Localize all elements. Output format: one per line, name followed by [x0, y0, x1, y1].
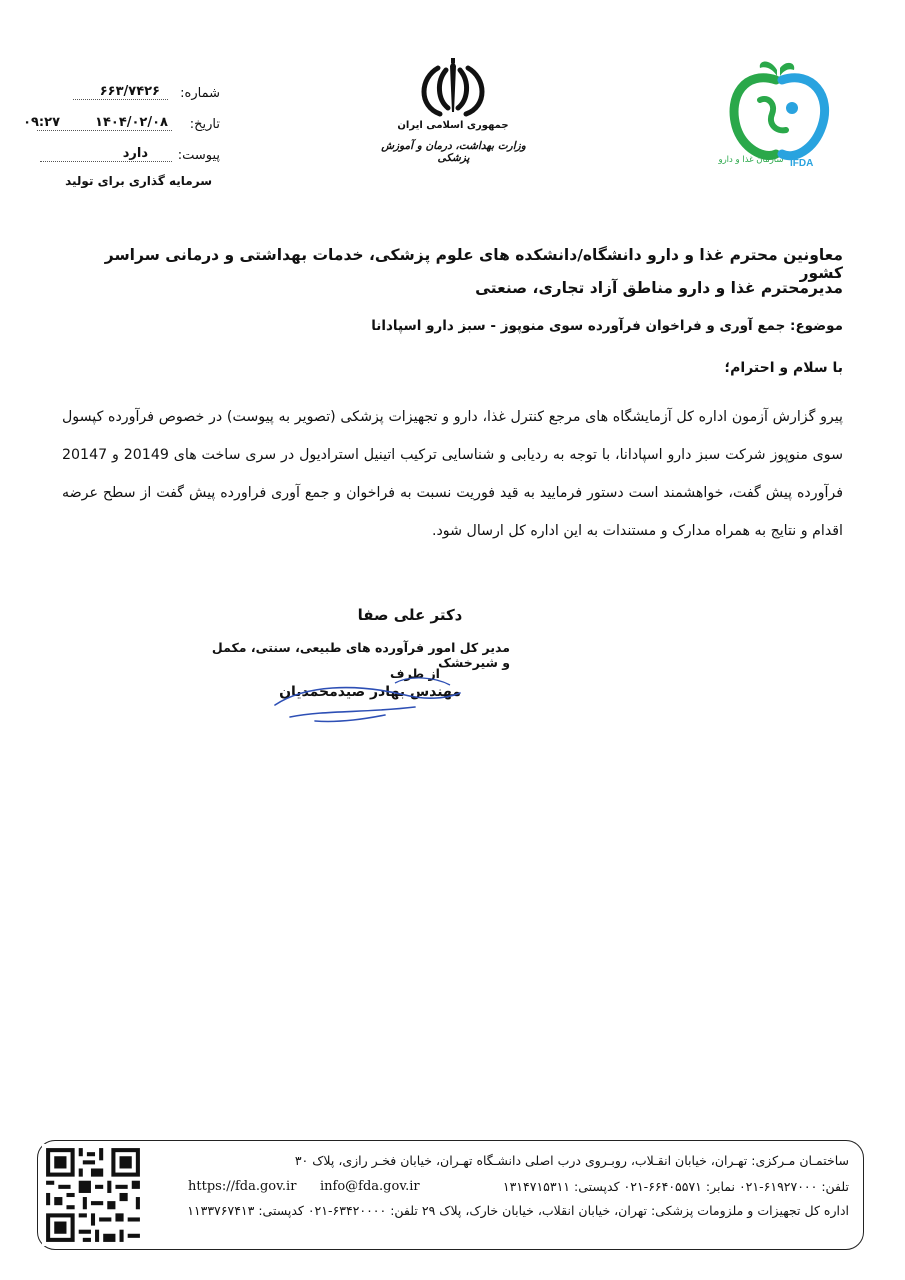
number-label: شماره: — [180, 86, 220, 101]
recipient-line-2: مدیرمحترم غذا و دارو مناطق آزاد تجاری، صنعتی — [475, 279, 843, 297]
date-row — [20, 115, 220, 139]
qr-code-icon — [42, 1144, 144, 1246]
body-paragraph: پیرو گزارش آزمون اداره کل آزمایشگاه های مرجع کنترل غذا، دارو و تجهیزات پزشکی (تصویر به پیوست) در خصوص فرآورده کپسول سوی منوپوز شرکت سبز دارو اسپادانا، با توجه به ردیابی و شناسایی ترکیب اتینیل استرادیول در سری ساخت های 20149 و 20147 فرآورده پیش گفت، خواهشمند است دستور فرمایید به قید فوریت نسبت به فراخوان و جمع آوری فراورده پیش گفت از سطح عرضه اقدام و نتایج به همراه مدارک و مستندات به این اداره کل ارسال شود. — [62, 409, 843, 539]
greeting: با سلام و احترام؛ — [724, 360, 843, 376]
attachment-value: دارد — [122, 146, 148, 161]
attachment-dots — [40, 161, 172, 162]
number-dots — [73, 99, 168, 100]
letter-date: ۱۴۰۴/۰۲/۰۸ — [95, 115, 168, 130]
letter-number: ۶۶۳/۷۴۲۶ — [99, 84, 160, 99]
on-behalf-label: از طرف — [390, 666, 440, 681]
date-label: تاریخ: — [189, 117, 220, 132]
ministry-name: وزارت بهداشت، درمان و آموزش پزشکی — [381, 140, 526, 164]
signatory-title: مدیر کل امور فرآورده های طبیعی، سنتی، مکمل و شیرخشک — [211, 640, 510, 670]
footer-website[interactable]: https://fda.gov.ir — [188, 1179, 297, 1194]
letter-time: ۰۹:۲۷ — [23, 115, 60, 130]
footer-equipment-office: اداره کل تجهیزات و ملزومات پزشکی: تهران، خیابان انقلاب، خیابان خارک، پلاک ۲۹ تلفن: ۶۳۴۲۰۰۰۰-۰۲۱ کدپستی: ۱۱۳۳۷۶۷۴۱۳ — [187, 1203, 849, 1218]
letter-number-row — [20, 84, 220, 108]
attachment-row — [20, 146, 220, 170]
ifda-label: IFDA — [790, 158, 814, 169]
attachment-label: پیوست: — [177, 148, 220, 163]
engineer-name: مهندس بهادر صیدمحمدیان — [279, 684, 461, 700]
emblem-caption: جمهوری اسلامی ایران — [397, 120, 509, 131]
ifda-subtext: سازمان غذا و دارو — [718, 155, 784, 165]
date-dots — [37, 130, 172, 131]
footer-email[interactable]: info@fda.gov.ir — [320, 1179, 420, 1194]
letter-subject: موضوع: جمع آوری و فراخوان فرآورده سوی منوپوز - سبز دارو اسپادانا — [371, 318, 843, 334]
footer-contact: تلفن: ۶۱۹۲۷۰۰۰-۰۲۱ نمابر: ۶۶۴۰۵۵۷۱-۰۲۱ کدپستی: ۱۳۱۴۷۱۵۳۱۱ — [502, 1179, 849, 1194]
footer-box — [37, 1140, 864, 1250]
handwritten-signature-icon — [245, 655, 475, 725]
footer-address: ساختمـان مـرکزی: تهـران، خیابان انقـلاب، روبـروی درب اصلی دانشـگاه تهـران، خیابان فخـر رازی، پلاک ۳۰ — [294, 1153, 849, 1168]
signature-block — [205, 600, 525, 730]
signatory-name: دکتر علی صفا — [357, 606, 463, 624]
recipient-line-1: معاونین محترم غذا و دارو دانشگاه/دانشکده های علوم پزشکی، خدمات بهداشتی و درمانی سراسر کشور — [104, 246, 843, 282]
department-note: سرمایه گذاری برای تولید — [65, 174, 212, 188]
